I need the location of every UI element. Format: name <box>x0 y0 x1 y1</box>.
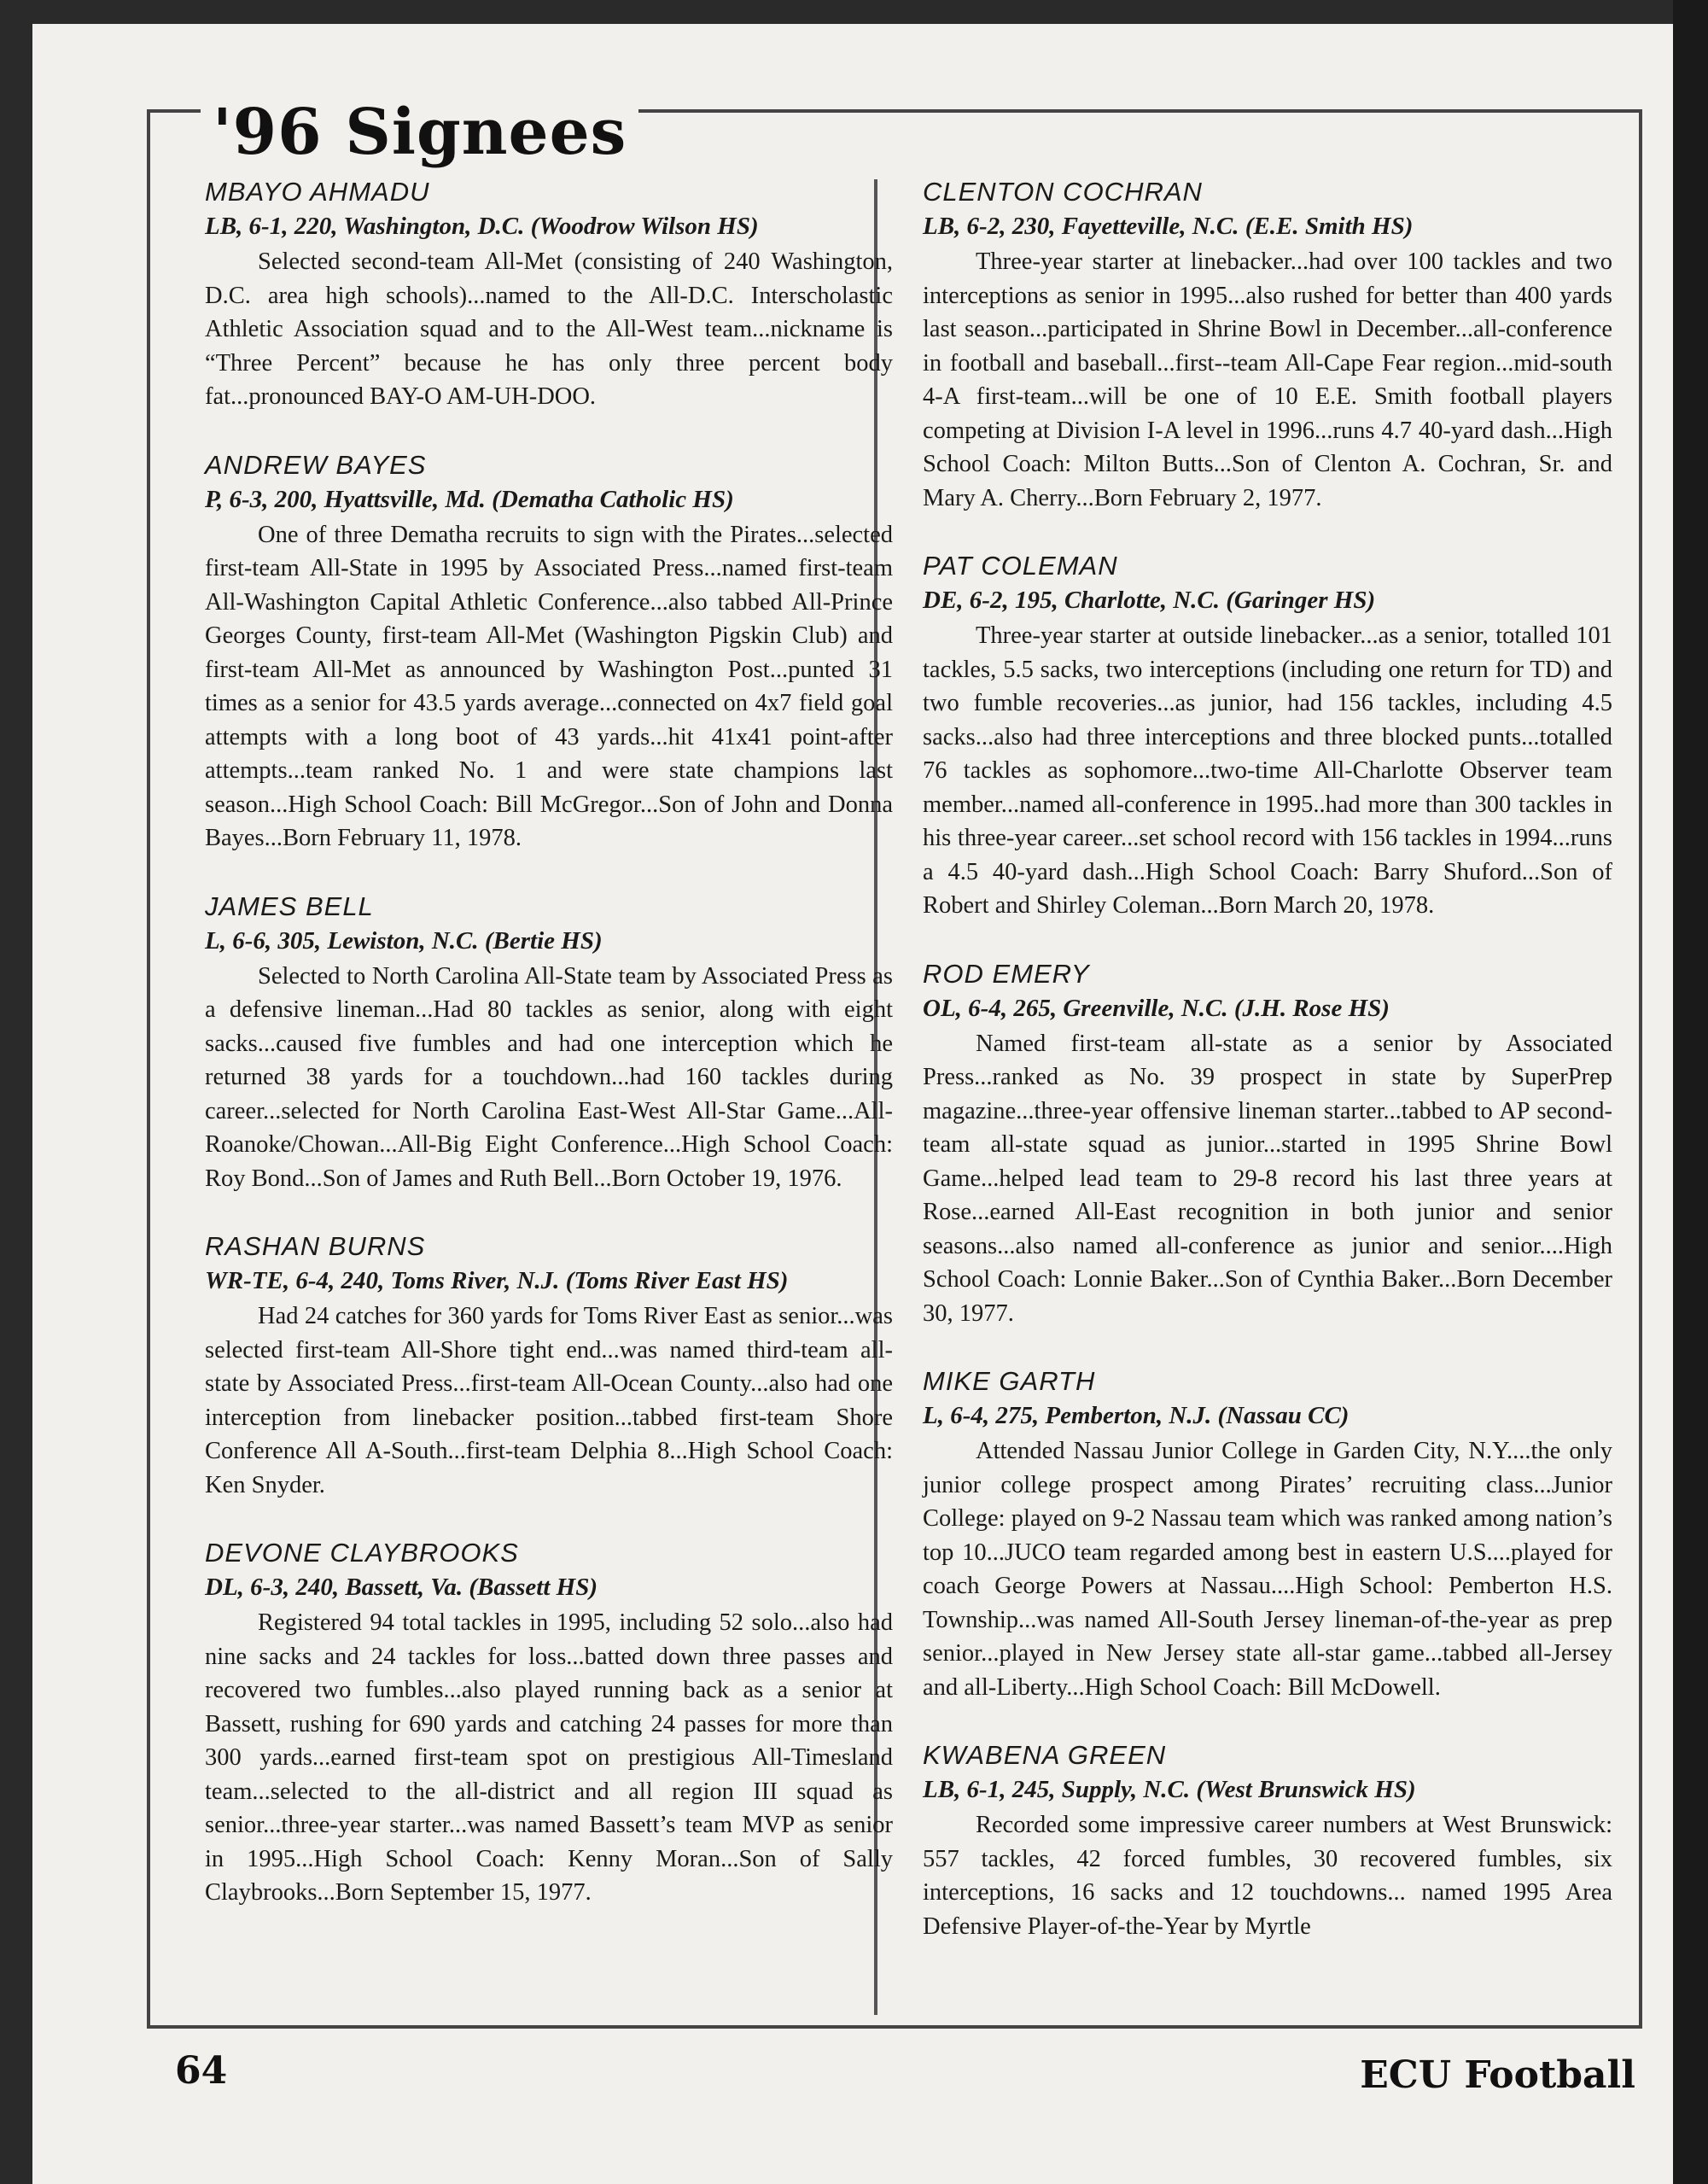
signee-info: P, 6-3, 200, Hyattsville, Md. (Dematha Catholic HS) <box>205 485 734 513</box>
signee-bio: Selected second-team All-Met (consisting of 240 Washington, D.C. area high schools)...named to the All-D.C. Interscholastic Athletic Association squad and to the All-West team...nickname is “Three Percent” because he has only three percent body fat...pronounced BAY-O AM-UH-DOO. <box>205 248 893 410</box>
signee-bio: Selected to North Carolina All-State team by Associated Press as a defensive lineman...Had 80 tackles as senior, along with eight sacks...caused five fumbles and had one interception which he returned 38 yards for a touchdown...had 160 tackles during career...selected for North Carolina East-West All-Star Game...All-Roanoke/Chowan...All-Big Eight Conference...High School Coach: Roy Bond...Son of James and Ruth Bell...Born October 19, 1976. <box>205 962 893 1192</box>
signee-bio: Attended Nassau Junior College in Garden City, N.Y....the only junior college prospect among Pirates’ recruiting class...Junior College: played on 9-2 Nassau team which was ranked among nation’s top 10...JUCO team regarded among best in eastern U.S....played for coach George Powers at Nassau....High School: Pemberton H.S. Township...was named All-South Jersey lineman-of-the-year as prep senior...played in New Jersey state all-star game...tabbed all-Jersey and all-Liberty...High School Coach: Bill McDowell. <box>923 1438 1612 1701</box>
signee-bio: Three-year starter at outside linebacker...as a senior, totalled 101 tackles, 5.5 sacks, two interceptions (including one return for TD) and two fumble recoveries...as junior, had 156 tackles, including 4.5 sacks...also had three interceptions and three blocked punts...totalled 76 tackles as sophomore...two-time All-Charlotte Observer team member...named all-conference in 1995..had more than 300 tackles in his three-year career...set school record with 156 tackles in 1994...runs a 4.5 40-yard dash...High School Coach: Barry Shuford...Son of Robert and Shirley Coleman...Born March 20, 1978. <box>923 622 1612 919</box>
signee-entry <box>923 1738 1612 1943</box>
signee-name: PAT COLEMAN <box>923 551 1118 581</box>
signee-bio: One of three Dematha recruits to sign with the Pirates...selected first-team All-State in 1995 by Associated Press...named first-team All-Washington Capital Athletic Conference...also tabbed All-Prince Georges County, first-team All-Met (Washington Pigskin Club) and first-team All-Met as announced by Washington Post...punted 31 times as a senior for 43.5 yards average...connected on 4x7 field goal attempts with a long boot of 43 yards...hit 41x41 point-after attempts...team ranked No. 1 and were state champions last season...High School Coach: Bill McGregor...Son of John and Donna Bayes...Born February 11, 1978. <box>205 521 893 851</box>
signee-entry <box>205 1536 893 1910</box>
signee-name: ANDREW BAYES <box>205 449 427 480</box>
signee-bio: Had 24 catches for 360 yards for Toms River East as senior...was selected first-team All-Shore tight end...was named third-team all-state by Associated Press...first-team All-Ocean County...also had one interception from linebacker position...tabbed first-team Shore Conference All A-South...first-team Delphia 8...High School Coach: Ken Snyder. <box>205 1303 893 1498</box>
left-column <box>205 175 893 1944</box>
signee-name: DEVONE CLAYBROOKS <box>205 1538 519 1568</box>
signee-name: KWABENA GREEN <box>923 1740 1167 1770</box>
signee-bio: Named first-team all-state as a senior by Associated Press...ranked as No. 39 prospect in state by SuperPrep magazine...three-year offensive lineman starter...tabbed to AP second-team all-state squad as junior...started in 1995 Shrine Bowl Game...helped lead team to 29-8 record his last three years at Rose...earned All-East recognition in both junior and senior seasons...also named all-conference as junior and senior....High School Coach: Lonnie Baker...Son of Cynthia Baker...Born December 30, 1977. <box>923 1030 1612 1327</box>
signee-entry <box>205 175 893 414</box>
signee-name: RASHAN BURNS <box>205 1231 426 1261</box>
signee-info: DL, 6-3, 240, Bassett, Va. (Bassett HS) <box>205 1574 598 1601</box>
right-column <box>923 175 1612 1977</box>
signee-info: LB, 6-1, 245, Supply, N.C. (West Brunswick HS) <box>923 1776 1416 1803</box>
signee-info: OL, 6-4, 265, Greenville, N.C. (J.H. Rose HS) <box>923 994 1390 1022</box>
signee-bio: Registered 94 total tackles in 1995, including 52 solo...also had nine sacks and 24 tackles for loss...batted down three passes and recovered two fumbles...also played running back as a senior at Bassett, rushing for 690 yards and catching 24 passes for more than 300 yards...earned first-team spot on prestigious All-Timesland team...selected to the all-district and all region III squad as senior...three-year starter...was named Bassett’s team MVP as senior in 1995...High School Coach: Kenny Moran...Son of Sally Claybrooks...Born September 15, 1977. <box>205 1609 893 1906</box>
signee-info: L, 6-4, 275, Pemberton, N.J. (Nassau CC) <box>923 1402 1349 1429</box>
signee-info: L, 6-6, 305, Lewiston, N.C. (Bertie HS) <box>205 926 603 955</box>
signee-info: LB, 6-1, 220, Washington, D.C. (Woodrow Wilson HS) <box>205 213 759 240</box>
page-number: 64 <box>175 2049 228 2093</box>
signee-bio: Three-year starter at linebacker...had over 100 tackles and two interceptions as senior in 1995...also rushed for better than 400 yards last season...participated in Shrine Bowl in December...all-conference in football and baseball...first--team All-Cape Fear region...mid-south 4-A first-team...will be one of 10 E.E. Smith football players competing at Division I-A level in 1996...runs 4.7 40-yard dash...High School Coach: Milton Butts...Son of Clenton A. Cochran, Sr. and Mary A. Cherry...Born February 2, 1977. <box>923 248 1612 511</box>
signee-name: MBAYO AHMADU <box>205 177 430 207</box>
signee-entry <box>205 448 893 855</box>
page-title: '96 Signees <box>201 94 638 171</box>
signee-bio: Recorded some impressive career numbers at West Brunswick: 557 tackles, 42 forced fumbles, 30 recovered fumbles, six interceptions, 16 sacks and 12 touchdowns... named 1995 Area Defensive Player-of-the-Year by Myrtle <box>923 1812 1612 1940</box>
signee-info: LB, 6-2, 230, Fayetteville, N.C. (E.E. Smith HS) <box>923 213 1414 240</box>
signee-info: DE, 6-2, 195, Charlotte, N.C. (Garinger HS) <box>923 587 1376 614</box>
publication-title: ECU Football <box>1360 2053 1635 2097</box>
signee-entry <box>923 957 1612 1331</box>
signee-name: ROD EMERY <box>923 958 1090 989</box>
signee-entry <box>205 890 893 1196</box>
signee-entry <box>923 1364 1612 1704</box>
signee-entry <box>923 175 1612 515</box>
signee-name: JAMES BELL <box>205 891 374 921</box>
signee-entry <box>923 549 1612 923</box>
signee-name: CLENTON COCHRAN <box>923 177 1203 207</box>
signee-name: MIKE GARTH <box>923 1366 1096 1396</box>
signee-entry <box>205 1229 893 1502</box>
page-edge <box>1673 0 1708 2184</box>
signee-info: WR-TE, 6-4, 240, Toms River, N.J. (Toms River East HS) <box>205 1267 789 1294</box>
